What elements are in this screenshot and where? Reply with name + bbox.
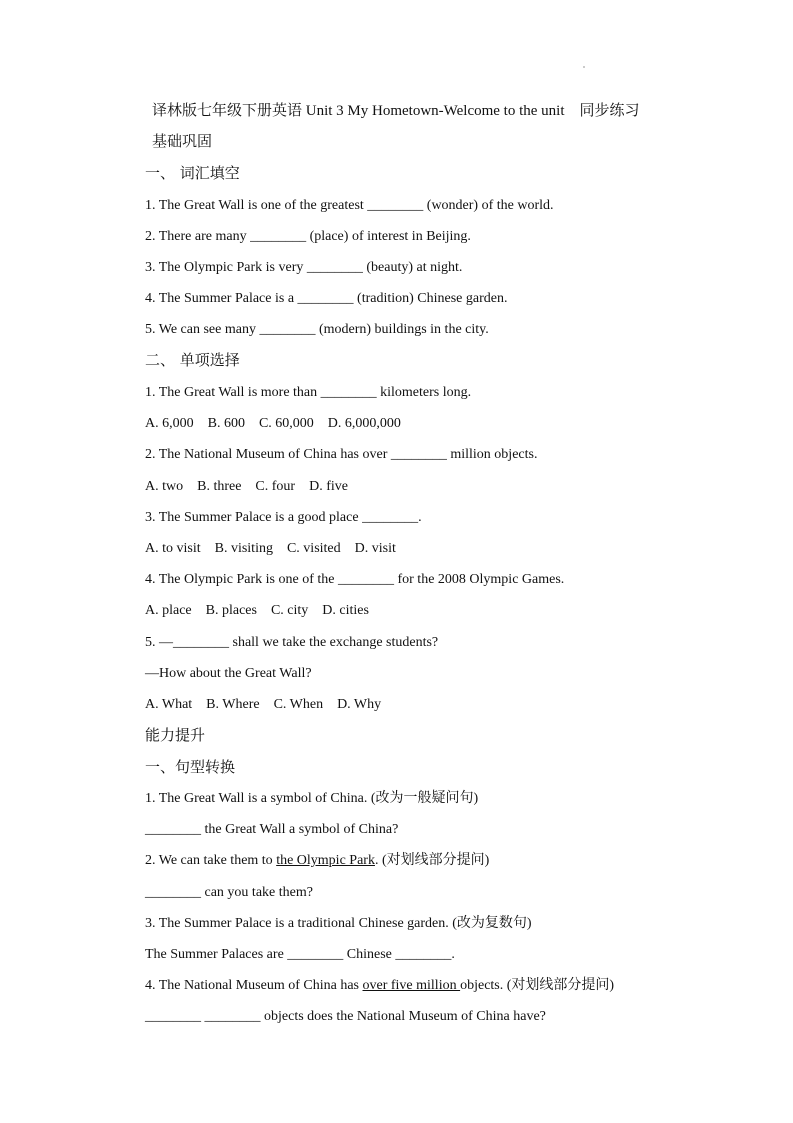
choice-q5-options: A. What B. Where C. When D. Why bbox=[145, 697, 382, 712]
vocab-item-5: 5. We can see many ________ (modern) buildings in the city. bbox=[145, 322, 489, 337]
choice-q3-options: A. to visit B. visiting C. visited D. visit bbox=[145, 541, 396, 556]
choice-q4-options: A. place B. places C. city D. cities bbox=[145, 603, 369, 618]
transform-s4-answer: ________ ________ objects does the National Museum of China have? bbox=[145, 1009, 546, 1024]
vocab-item-2: 2. There are many ________ (place) of interest in Beijing. bbox=[145, 229, 471, 244]
transform-s4-post: objects. (对划线部分提问) bbox=[460, 978, 615, 993]
choice-q5: 5. —________ shall we take the exchange students? bbox=[145, 635, 439, 650]
section-basic-heading: 基础巩固 bbox=[152, 132, 213, 150]
choice-q3: 3. The Summer Palace is a good place ________. bbox=[145, 510, 422, 525]
speck bbox=[583, 66, 585, 68]
transform-s2 bbox=[145, 852, 489, 870]
vocab-heading: 一、 词汇填空 bbox=[145, 164, 240, 182]
choice-q2: 2. The National Museum of China has over ________ million objects. bbox=[145, 447, 538, 462]
choice-q4: 4. The Olympic Park is one of the ________ for the 2008 Olympic Games. bbox=[145, 572, 565, 587]
ability-heading: 能力提升 bbox=[145, 726, 206, 744]
transform-s4-pre: 4. The National Museum of China has bbox=[145, 978, 363, 993]
transform-s4 bbox=[145, 977, 614, 995]
transform-s3-answer: The Summer Palaces are ________ Chinese ________. bbox=[145, 947, 455, 962]
vocab-item-3: 3. The Olympic Park is very ________ (beauty) at night. bbox=[145, 260, 463, 275]
choice-q1: 1. The Great Wall is more than ________ kilometers long. bbox=[145, 385, 472, 400]
choice-q1-options: A. 6,000 B. 600 C. 60,000 D. 6,000,000 bbox=[145, 416, 401, 431]
choice-q2-options: A. two B. three C. four D. five bbox=[145, 479, 348, 494]
transform-s1-answer: ________ the Great Wall a symbol of China? bbox=[145, 822, 399, 837]
document-title: 译林版七年级下册英语 Unit 3 My Hometown-Welcome to the unit 同步练习 bbox=[152, 103, 640, 119]
transform-s4-underlined: over five million bbox=[362, 978, 461, 993]
transform-s2-pre: 2. We can take them to bbox=[145, 853, 277, 868]
transform-heading: 一、句型转换 bbox=[145, 758, 236, 776]
transform-s1: 1. The Great Wall is a symbol of China. (改为一般疑问句) bbox=[145, 791, 479, 806]
transform-s3: 3. The Summer Palace is a traditional Chinese garden. (改为复数句) bbox=[145, 916, 532, 931]
transform-s2-underlined: the Olympic Park bbox=[276, 853, 375, 868]
vocab-item-1: 1. The Great Wall is one of the greatest ________ (wonder) of the world. bbox=[145, 198, 554, 213]
choice-q5-reply: —How about the Great Wall? bbox=[145, 666, 312, 681]
vocab-item-4: 4. The Summer Palace is a ________ (tradition) Chinese garden. bbox=[145, 291, 508, 306]
transform-s2-answer: ________ can you take them? bbox=[145, 885, 313, 900]
choice-heading: 二、 单项选择 bbox=[145, 351, 240, 369]
transform-s2-post: . (对划线部分提问) bbox=[374, 853, 490, 868]
